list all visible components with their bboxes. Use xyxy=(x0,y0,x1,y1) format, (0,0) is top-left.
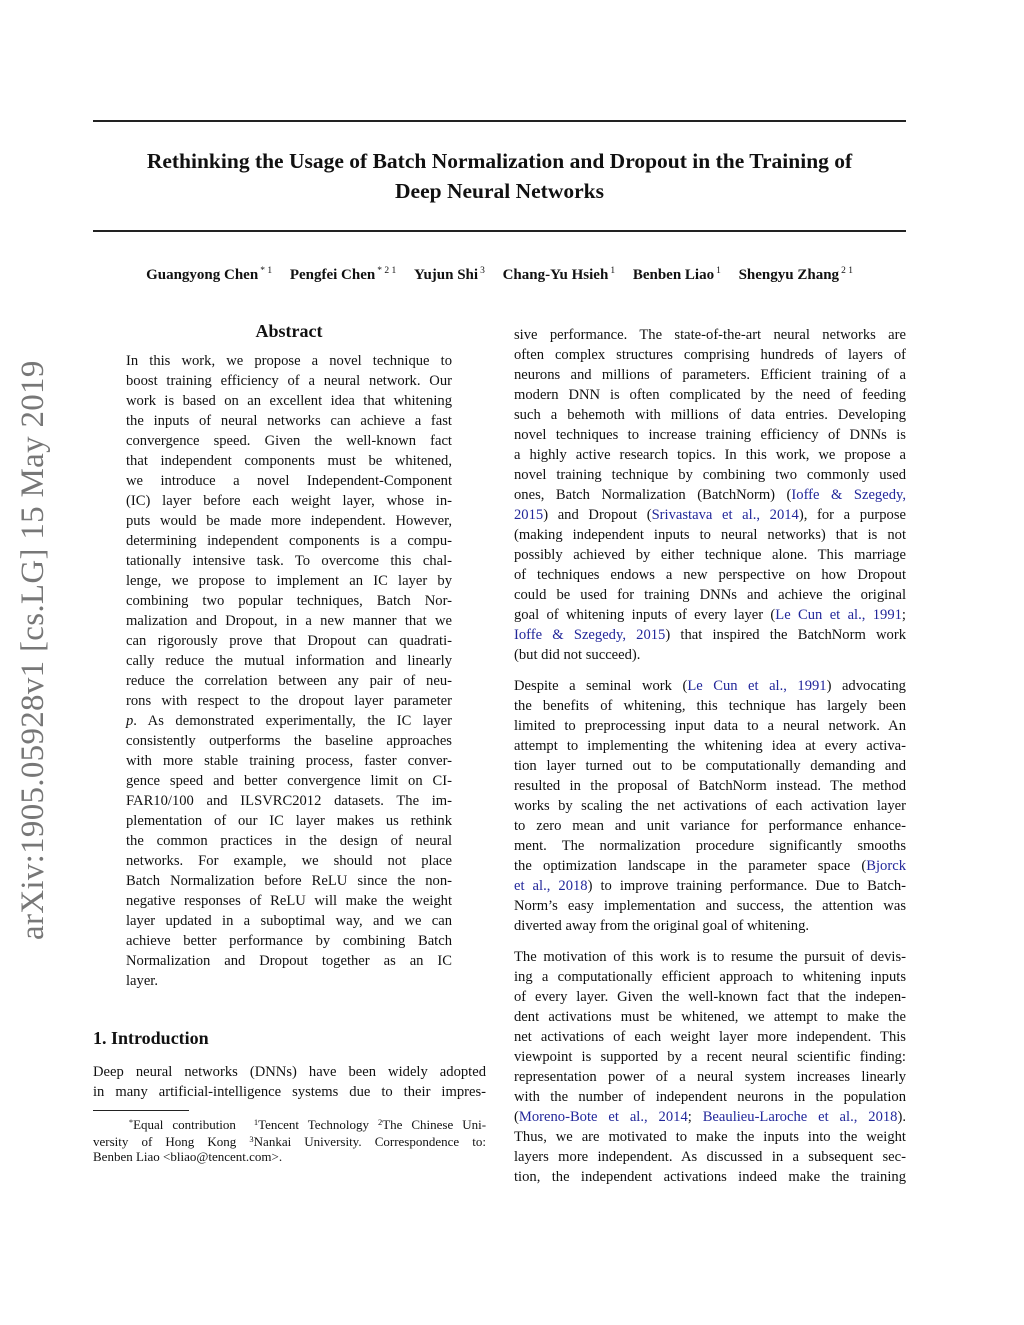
introduction-line: in many artificial-intelligence systems due to their impres- xyxy=(93,1084,486,1100)
abstract-line: negative responses of ReLU will make the weight xyxy=(126,893,452,909)
abstract-line: FAR10/100 and ILSVRC2012 datasets. The im- xyxy=(126,793,452,809)
paragraph-2 xyxy=(514,676,906,936)
math-symbol: p xyxy=(126,713,134,729)
body-line: Norm’s easy implementation and success, the attention was xyxy=(514,898,906,914)
footnote-rule xyxy=(93,1110,189,1111)
body-text: ; xyxy=(687,1109,703,1125)
author-affiliation-mark: 1 xyxy=(716,266,721,276)
citation-link[interactable]: Ioffe & Szegedy, 2015 xyxy=(514,627,666,643)
abstract-line: the common practices in the design of neural xyxy=(126,833,452,849)
title-line-1: Rethinking the Usage of Batch Normalization and Dropout in the Training of xyxy=(146,149,853,173)
body-line: could be used for training DNNs and achieve the original xyxy=(514,587,906,603)
abstract-line: boost training efficiency of a neural network. Our xyxy=(126,373,452,389)
abstract-line: layer. xyxy=(126,973,159,989)
body-line xyxy=(514,676,906,696)
abstract-line: plementation of our IC layer makes us rethink xyxy=(126,813,452,829)
body-text: ) to improve training performance. Due to Batch- xyxy=(587,878,906,894)
abstract-line: rons with respect to the dropout layer parameter xyxy=(126,693,452,709)
author xyxy=(633,267,721,283)
body-line: a highly active research topics. In this work, we propose a xyxy=(514,447,906,463)
body-text: ) and Dropout ( xyxy=(543,507,652,523)
body-line: of techniques endows a new perspective on how Dropout xyxy=(514,567,906,583)
abstract-line: we introduce a novel Independent-Component xyxy=(126,473,452,489)
body-line: often complex structures comprising hundreds of layers of xyxy=(514,347,906,363)
footnote-text: Tencent Technology xyxy=(258,1117,369,1132)
author-affiliation-mark: * 1 xyxy=(260,266,273,276)
right-column xyxy=(514,325,906,1187)
abstract-line: convergence speed. Given the well-known fact xyxy=(126,433,452,449)
body-line: representation power of a neural system increases linearly xyxy=(514,1069,906,1085)
body-line: ing a computationally efficient approach to whitening inputs xyxy=(514,969,906,985)
abstract-line: the inputs of neural networks can achieve a fast xyxy=(126,413,452,429)
body-line: of every layer. Given the well-known fact that the indepen- xyxy=(514,989,906,1005)
citation-link[interactable]: Le Cun et al., 1991 xyxy=(687,678,827,694)
body-line: ment. The normalization procedure significantly smooths xyxy=(514,838,906,854)
body-line: novel techniques to increase training efficiency of DNNs is xyxy=(514,427,906,443)
body-text: ( xyxy=(514,1109,519,1125)
abstract-line: In this work, we propose a novel technique to xyxy=(126,353,452,369)
author-affiliation-mark: * 2 1 xyxy=(377,266,397,276)
abstract-line: can rigorously prove that Dropout can quadrati- xyxy=(126,633,452,649)
body-line: sive performance. The state-of-the-art neural networks are xyxy=(514,327,906,343)
author-affiliation-mark: 1 xyxy=(610,266,616,276)
body-line: diverted away from the original goal of whitening. xyxy=(514,918,810,934)
author xyxy=(503,267,615,283)
abstract-line: Normalization and Dropout together as an IC xyxy=(126,953,452,969)
abstract-line: lenge, we propose to implement an IC layer by xyxy=(126,573,452,589)
body-line: viewpoint is supported by a recent neural scientific finding: xyxy=(514,1049,906,1065)
body-line xyxy=(514,1107,906,1127)
abstract-line: malization and Dropout, in a new manner that we xyxy=(126,613,452,629)
title-bottom-rule xyxy=(93,230,906,232)
author-affiliation-mark: 2 1 xyxy=(841,266,853,276)
body-line xyxy=(514,876,906,896)
body-text: the optimization landscape in the parameter space ( xyxy=(514,858,867,874)
body-text: ) that inspired the BatchNorm work xyxy=(665,627,906,643)
body-line xyxy=(514,625,906,645)
body-line: works by scaling the net activations of each activation layer xyxy=(514,798,906,814)
abstract-line: with more stable training process, faster conver- xyxy=(126,753,452,769)
author-affiliation-mark: 3 xyxy=(480,266,485,276)
abstract-line: achieve better performance by combining Batch xyxy=(126,933,452,949)
abstract-body xyxy=(126,351,452,991)
footnote-line: Benben Liao <bliao@tencent.com>. xyxy=(93,1149,283,1164)
abstract-line: (IC) layer before each weight layer, whose in- xyxy=(126,493,452,509)
footnote-mark: 3 xyxy=(249,1134,254,1144)
citation-link[interactable]: Le Cun et al., 1991 xyxy=(775,607,902,623)
arxiv-identifier-stamp: arXiv:1905.05928v1 [cs.LG] 15 May 2019 xyxy=(15,360,51,940)
abstract-line: p. As demonstrated experimentally, the IC layer xyxy=(126,713,452,729)
author-name: Guangyong Chen xyxy=(146,267,259,283)
body-line xyxy=(514,505,906,525)
abstract-line: Batch Normalization before ReLU since the non- xyxy=(126,873,452,889)
body-line xyxy=(514,856,906,876)
body-line: neurons and millions of parameters. Efficient training of a xyxy=(514,367,906,383)
body-line: net activations of each weight layer more independent. This xyxy=(514,1029,906,1045)
body-line: to zero mean and unit variance for performance enhance- xyxy=(514,818,906,834)
author xyxy=(739,267,853,283)
abstract-line: tationally intensive task. To overcome this chal- xyxy=(126,553,452,569)
paragraph-gap xyxy=(514,936,906,947)
abstract-line: cally reduce the mutual information and linearly xyxy=(126,653,452,669)
paper-title xyxy=(93,146,906,206)
body-line: the benefits of whitening, this technique has largely been xyxy=(514,698,906,714)
citation-link[interactable]: Beaulieu-Laroche et al., 2018 xyxy=(702,1109,898,1125)
abstract-line: work is based on an excellent idea that whitening xyxy=(126,393,452,409)
body-text: ) advocating xyxy=(826,678,906,694)
abstract-line: gence speed and better convergence limit on CI- xyxy=(126,773,452,789)
abstract-line: consistently outperforms the baseline approaches xyxy=(126,733,452,749)
body-line: modern DNN is often complicated by the need of feeding xyxy=(514,387,906,403)
citation-link[interactable]: Ioffe & Szegedy, xyxy=(791,487,906,503)
body-line: with the number of independent neurons in the population xyxy=(514,1089,906,1105)
footnote-text: Equal contribution xyxy=(133,1117,236,1132)
footnote-mark: 1 xyxy=(253,1117,259,1127)
body-text: ones, Batch Normalization (BatchNorm) ( xyxy=(514,487,792,503)
footnote-text: The Chinese Uni- xyxy=(382,1117,487,1132)
abstract-heading: Abstract xyxy=(255,321,323,341)
author-name: Pengfei Chen xyxy=(289,267,376,283)
abstract-line: that independent components must be whitened, xyxy=(126,453,452,469)
body-line: (making independent inputs to neural networks) that is not xyxy=(514,527,906,543)
abstract-line: layer updated in a suboptimal way, and we can xyxy=(126,913,452,929)
body-line xyxy=(514,605,906,625)
citation-link[interactable]: 2015 xyxy=(514,507,544,523)
footnote-text: versity of Hong Kong xyxy=(93,1134,237,1149)
body-line: such a behemoth with millions of data entries. Developing xyxy=(514,407,906,423)
title-top-rule xyxy=(93,120,906,122)
title-line-2: Deep Neural Networks xyxy=(395,179,604,203)
body-text: ; xyxy=(901,607,906,623)
body-line: Thus, we are motivated to make the inputs into the weight xyxy=(514,1129,906,1145)
author xyxy=(290,267,396,283)
body-line: limited to preprocessing input data to a neural network. An xyxy=(514,718,906,734)
body-line: attempt to implementing the whitening idea at every activa- xyxy=(514,738,906,754)
author-name: Chang-Yu Hsieh xyxy=(502,267,609,283)
introduction-body xyxy=(93,1062,486,1102)
author-name: Shengyu Zhang xyxy=(738,267,840,283)
body-text: ). xyxy=(897,1109,906,1125)
abstract-line: puts would be made more independent. However, xyxy=(126,513,452,529)
citation-link[interactable]: Srivastava et al., 2014 xyxy=(651,507,799,523)
author xyxy=(414,267,485,283)
footnote-mark: * xyxy=(128,1117,134,1127)
body-line: novel training technique by combining two commonly used xyxy=(514,467,906,483)
abstract-line: networks. For example, we should not place xyxy=(126,853,452,869)
citation-link[interactable]: Bjorck xyxy=(866,858,906,874)
body-text: goal of whitening inputs of every layer ( xyxy=(514,607,776,623)
body-line: resulted in the proposal of BatchNorm instead. The method xyxy=(514,778,906,794)
citation-link[interactable]: Moreno-Bote et al., 2014 xyxy=(518,1109,688,1125)
paragraph-1 xyxy=(514,325,906,665)
abstract-line: combining two popular techniques, Batch Nor- xyxy=(126,593,452,609)
affiliation-footnote xyxy=(93,1114,486,1165)
body-line: (but did not succeed). xyxy=(514,647,641,663)
introduction-line: Deep neural networks (DNNs) have been widely adopted xyxy=(93,1064,486,1080)
paragraph-gap xyxy=(514,665,906,676)
body-line: tion layer turned out to be computationally demanding and xyxy=(514,758,906,774)
body-line xyxy=(514,485,906,505)
footnote-text: Nankai University. Correspondence to: xyxy=(253,1134,486,1149)
body-line: dent activations must be whitened, we attempt to make the xyxy=(514,1009,906,1025)
body-text: Despite a seminal work ( xyxy=(514,678,688,694)
author-name: Benben Liao xyxy=(632,267,715,283)
body-line: layers more independent. As discussed in a subsequent sec- xyxy=(514,1149,906,1165)
author xyxy=(146,267,272,283)
footnote-line xyxy=(93,1131,486,1148)
body-line: tion, the independent activations indeed make the training xyxy=(514,1169,906,1185)
abstract-line: determining independent components is a compu- xyxy=(126,533,452,549)
author-list xyxy=(93,266,906,284)
introduction-heading: 1. Introduction xyxy=(93,1028,209,1048)
citation-link[interactable]: et al., 2018 xyxy=(514,878,588,894)
body-line: The motivation of this work is to resume the pursuit of devis- xyxy=(514,949,906,965)
footnote-line xyxy=(93,1114,486,1131)
body-line: possibly achieved by either technique alone. This marriage xyxy=(514,547,906,563)
author-name: Yujun Shi xyxy=(413,267,479,283)
footnote-mark: 2 xyxy=(377,1117,383,1127)
paragraph-3 xyxy=(514,947,906,1187)
body-text: ), for a purpose xyxy=(798,507,906,523)
abstract-line: reduce the correlation between any pair of neu- xyxy=(126,673,452,689)
